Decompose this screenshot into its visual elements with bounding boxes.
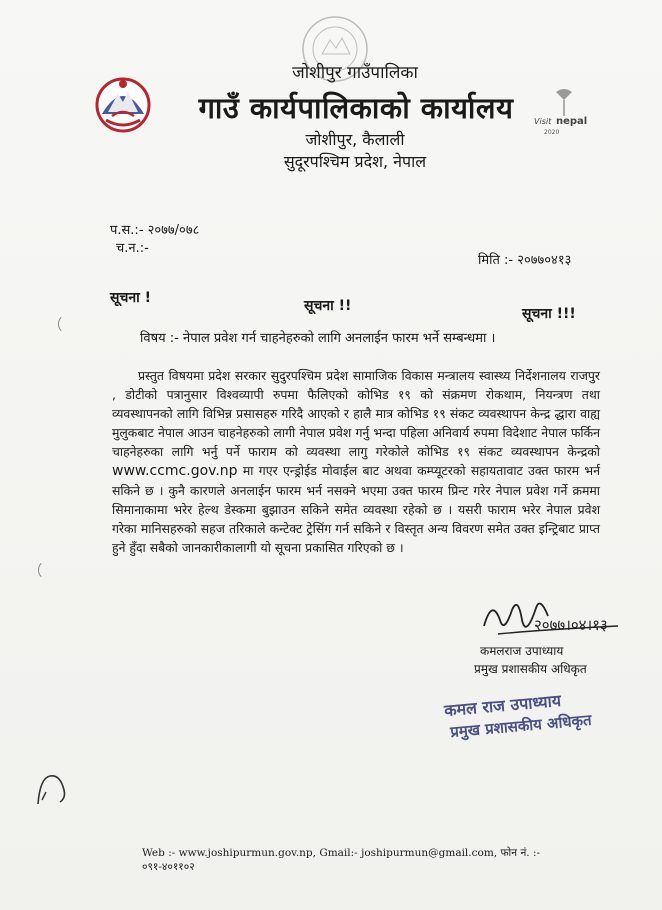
nepal-emblem-logo — [92, 72, 154, 134]
signature-date: २०७७।०४।१३ — [534, 616, 608, 634]
letter-number: प.स.:- २०७७/०७८ — [110, 223, 200, 238]
body-part-2: मा गएर एन्ड्रोईड मोवाईल बाट अथवा कम्प्यूटरको सहायतावाट उक्त फारम भर्न सकिने छ । कुनै कारणले अनलाईन फारम भर्न नसक्ने भएमा उक्त फारम प्रिन्ट गरेर नेपाल प्रवेश गर्ने क्रममा सिमानाकामा भरेर हेल्थ डेस्कमा बुझाउन सकिने समेत व्यवस्था रहेको छ । यसरी फाराम भरेर नेपाल प्रवेश गरेका मानिसहरुको सहज तरिकाले कन्टेक्ट ट्रेसिंग गर्न सकिने र विस्तृत अन्य विवरण समेत उक्त इन्ट्रिबाट प्राप्त हुने हुँदा सबैको जानकारीकालागी यो सूचना प्रकासित गरिएको छ । — [112, 463, 600, 555]
ink-scrawl — [34, 768, 68, 808]
ccmc-website: www.ccmc.gov.np — [112, 463, 238, 479]
signatory-title: प्रमुख प्रशासकीय अधिकृत — [474, 662, 587, 676]
office-province: सुदूरपश्चिम प्रदेश, नेपाल — [283, 152, 427, 171]
stamp-title: प्रमुख प्रशासकीय अधिकृत — [449, 710, 593, 742]
notice-heading-center: सूचना !! — [304, 298, 352, 314]
municipality-name: जोशीपुर गाउँपालिका — [292, 63, 418, 83]
svg-text:nepal: nepal — [556, 116, 588, 127]
office-location: जोशीपुर, कैलाली — [305, 130, 405, 149]
stamp-name: कमल राज उपाध्याय — [443, 690, 562, 721]
handwritten-signature — [478, 590, 628, 646]
svg-text:2020: 2020 — [544, 129, 560, 136]
notice-heading-right: सूचना !!! — [522, 306, 576, 322]
signatory-name: कमलराज उपाध्याय — [480, 644, 564, 658]
visit-nepal-logo — [530, 86, 598, 138]
svg-text:Visit: Visit — [534, 117, 552, 126]
notice-heading-left: सूचना ! — [110, 290, 152, 306]
subject-line: विषय :- नेपाल प्रवेश गर्न चाहनेहरुको लागि अनलाईन फारम भर्ने सम्बन्धमा । — [140, 331, 496, 346]
footer-contact: Web :- www.joshipurmun.gov.np, Gmail:- joshipurmun@gmail.com, फोन नं. :- ०९१-४०११०२ — [142, 847, 541, 873]
punch-mark — [58, 314, 78, 334]
dispatch-number: च.न.:- — [116, 241, 149, 256]
letter-date: मिति :- २०७७०४१३ — [478, 253, 572, 268]
punch-mark — [38, 560, 58, 580]
office-title: गाउँ कार्यपालिकाको कार्यालय — [198, 91, 514, 125]
notice-body — [112, 366, 600, 557]
body-part-1: प्रस्तुत विषयमा प्रदेश सरकार सुदुरपश्चिम प्रदेश सामाजिक विकास मन्त्रालय स्वास्थ्य निर्देशनालय राजपुर , डोटीको पत्रानुसार विश्वव्यापी रुपमा फैलिएको कोभिड १९ को संक्रमण रोकथाम, नियन्त्रण तथा व्यवस्थापनको लागि विभिन्न प्रसासहरु गरिदै आएको र हालै मात्र कोभिड १९ संकट व्यवस्थापन केन्द्र द्धारा वाह्य मुलुकबाट नेपाल आउन चाहनेहरुको लागी नेपाल प्रवेश गर्नु भन्दा पहिला अनिवार्य रुपमा विदेशाट नेपाल फर्किन चाहनेहरुका लागि भर्नु पर्ने फाराम को व्यवस्था लागु गरेकोले कोभिड १९ संकट व्यवस्थापन केन्द्रको — [112, 368, 600, 459]
